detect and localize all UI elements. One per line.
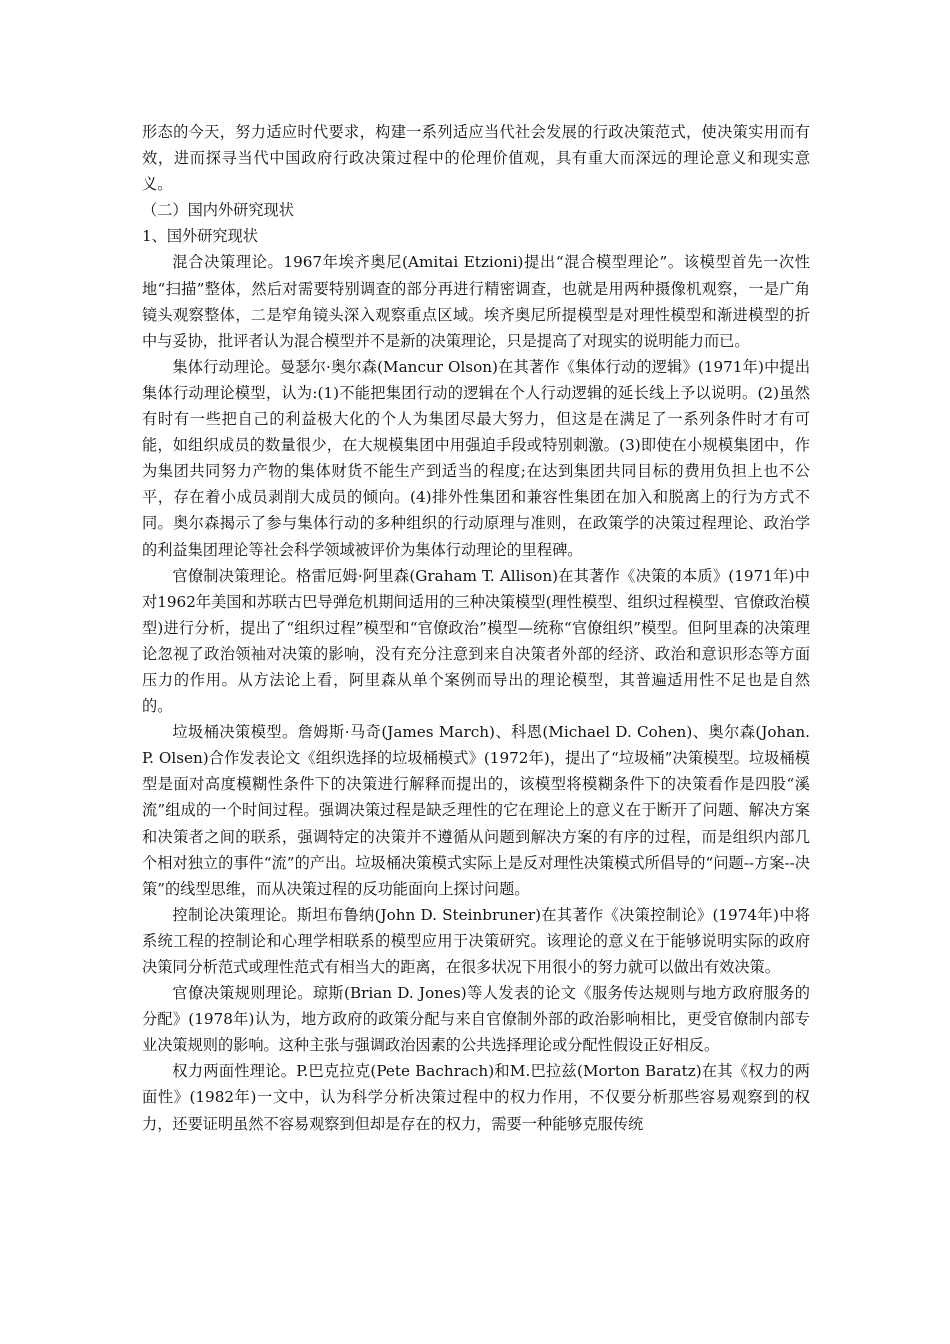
paragraph-intro-continuation: 形态的今天，努力适应时代要求，构建一系列适应当代社会发展的行政决策范式，使决策实用而有效，进而探寻当代中国政府行政决策过程中的伦理价值观，具有重大而深远的理论意义和现实意义。 [142,123,810,194]
subsection-heading: 1、国外研究现状 [142,227,258,246]
paragraph-garbage-can: 垃圾桶决策模型。詹姆斯·马奇(James March)、科恩(Michael D. Cohen)、奥尔森(Johan. P. Olsen)合作发表论文《组织选择的垃圾桶模式》(1972年)，提出了“垃圾桶”决策模型。垃圾桶模型是面对高度模糊性条件下的决策进行解释而提出的，该模型将模糊条件下的决策看作是四股“溪流”组成的一个时间过程。强调决策过程是缺乏理性的它在理论上的意义在于断开了问题、解决方案和决策者之间的联系，强调特定的决策并不遵循从问题到解决方案的有序的过程，而是组织内部几个相对独立的事件“流”的产出。垃圾桶决策模式实际上是反对理性决策模式所倡导的“问题--方案--决策”的线型思维，而从决策过程的反功能面向上探讨问题。 [142,723,810,898]
paragraph-mixed-scanning: 混合决策理论。1967年埃齐奥尼(Amitai Etzioni)提出“混合模型理论”。该模型首先一次性地“扫描”整体，然后对需要特别调查的部分再进行精密调查，也就是用两种摄像机观察，一是广角镜头观察整体，二是窄角镜头深入观察重点区域。埃齐奥尼所提模型是对理性模型和渐进模型的折中与妥协，批评者认为混合模型并不是新的决策理论，只是提高了对现实的说明能力而已。 [142,253,810,350]
paragraph-two-faces-of-power: 权力两面性理论。P.巴克拉克(Pete Bachrach)和M.巴拉兹(Morton Baratz)在其《权力的两面性》(1982年)一文中，认为科学分析决策过程中的权力作用，不仅要分析那些容易观察到的权力，还要证明虽然不容易观察到但却是存在的权力，需要一种能够克服传统 [142,1062,810,1133]
paragraph-collective-action: 集体行动理论。曼瑟尔·奥尔森(Mancur Olson)在其著作《集体行动的逻辑》(1971年)中提出集体行动理论模型，认为:(1)不能把集团行动的逻辑在个人行动逻辑的延长线上予以说明。(2)虽然有时有一些把自己的利益极大化的个人为集团尽最大努力，但这是在满足了一系列条件时才有可能，如组织成员的数量很少，在大规模集团中用强迫手段或特别刺激。(3)即使在小规模集团中，作为集团共同努力产物的集体财货不能生产到适当的程度;在达到集团共同目标的费用负担上也不公平，存在着小成员剥削大成员的倾向。(4)排外性集团和兼容性集团在加入和脱离上的行为方式不同。奥尔森揭示了参与集体行动的多种组织的行动原理与准则，在政策学的决策过程理论、政治学的利益集团理论等社会科学领域被评价为集体行动理论的里程碑。 [142,357,811,559]
paragraph-bureaucratic-decision: 官僚制决策理论。格雷厄姆·阿里森(Graham T. Allison)在其著作《决策的本质》(1971年)中对1962年美国和苏联古巴导弹危机期间适用的三种决策模型(理性模型、组织过程模型、官僚政治模型)进行分析，提出了“组织过程”模型和“官僚政治”模型—统称“官僚组织”模型。但阿里森的决策理论忽视了政治领袖对决策的影响，没有充分注意到来自决策者外部的经济、政治和意识形态等方面压力的作用。从方法论上看，阿里森从单个案例而导出的理论模型，其普遍适用性不足也是自然的。 [142,566,810,716]
paragraph-bureaucratic-rules: 官僚决策规则理论。琼斯(Brian D. Jones)等人发表的论文《服务传达规则与地方政府服务的分配》(1978年)认为，地方政府的政策分配与来自官僚制外部的政治影响相比，更受官僚制内部专业决策规则的影响。这种主张与强调政治因素的公共选择理论或分配性假设正好相反。 [142,984,810,1055]
document-body [142,119,810,1137]
paragraph-cybernetic: 控制论决策理论。斯坦布鲁纳(John D. Steinbruner)在其著作《决策控制论》(1974年)中将系统工程的控制论和心理学相联系的模型应用于决策研究。该理论的意义在于能够说明实际的政府决策同分析范式或理性范式有相当大的距离，在很多状况下用很小的努力就可以做出有效决策。 [142,905,810,976]
section-heading: （二）国内外研究现状 [142,201,294,220]
